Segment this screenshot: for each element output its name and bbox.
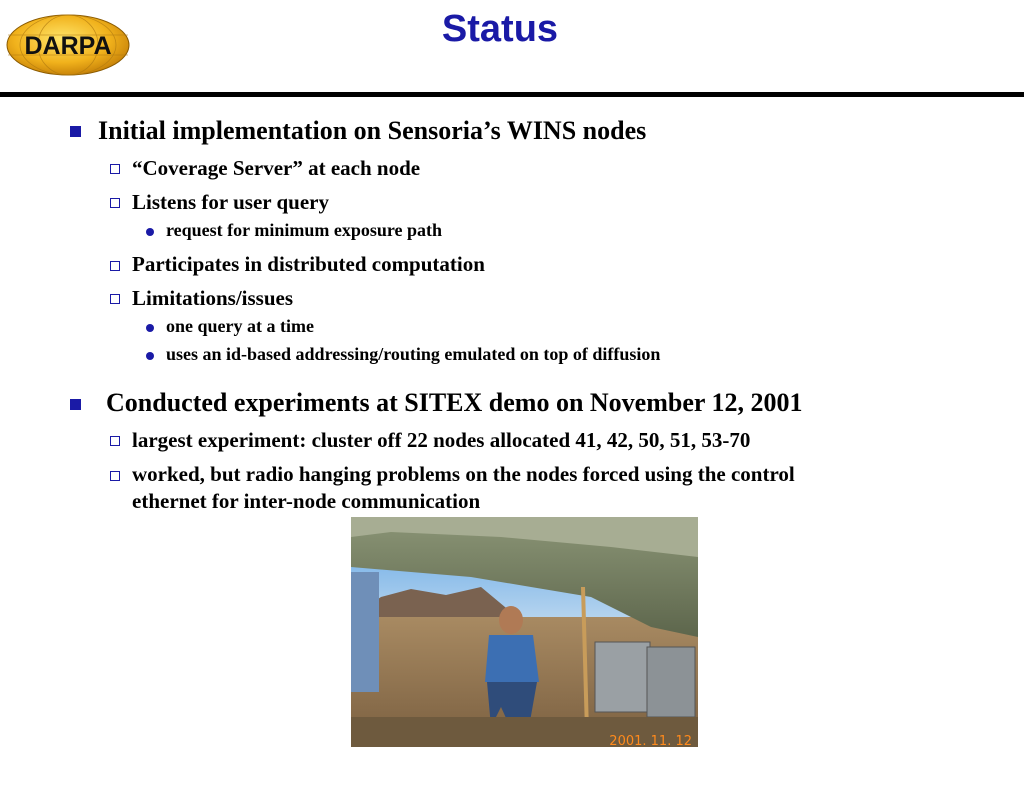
title-rule xyxy=(0,92,1024,97)
sub-bullet-listens: Listens for user query xyxy=(132,190,329,214)
sub-bullet-worked-line2: ethernet for inter-node communication xyxy=(132,489,481,513)
sub-bullet-limitations: Limitations/issues xyxy=(132,286,294,310)
svg-text:DARPA: DARPA xyxy=(24,32,112,60)
square-bullet-icon xyxy=(70,126,81,137)
square-bullet-icon xyxy=(70,399,81,410)
sub-bullet-coverage-server: “Coverage Server” at each node xyxy=(132,156,421,180)
sub-sub-bullet-id-based: uses an id-based addressing/routing emulated on top of diffusion xyxy=(166,344,661,364)
hollow-square-bullet-icon xyxy=(110,164,120,174)
sub-bullet-largest-experiment: largest experiment: cluster off 22 nodes allocated 41, 42, 50, 51, 53-70 xyxy=(132,428,751,452)
hollow-square-bullet-icon xyxy=(110,471,120,481)
hollow-square-bullet-icon xyxy=(110,261,120,271)
hollow-square-bullet-icon xyxy=(110,294,120,304)
bullet-initial-implementation: Initial implementation on Sensoria’s WINS nodes xyxy=(98,116,647,145)
slide-title: Status xyxy=(441,8,559,50)
hollow-square-bullet-icon xyxy=(110,198,120,208)
sub-sub-bullet-one-query: one query at a time xyxy=(166,316,314,336)
photo-date-stamp: 2001. 11. 12 xyxy=(609,734,692,747)
bullet-conducted-experiments: Conducted experiments at SITEX demo on November 12, 2001 xyxy=(106,388,803,417)
photo-illustration xyxy=(351,517,698,747)
sitex-demo-photo xyxy=(351,517,698,747)
dot-bullet-icon xyxy=(146,324,154,332)
dot-bullet-icon xyxy=(146,228,154,236)
sub-sub-bullet-request: request for minimum exposure path xyxy=(166,220,443,240)
sub-bullet-participates: Participates in distributed computation xyxy=(132,252,485,276)
hollow-square-bullet-icon xyxy=(110,436,120,446)
dot-bullet-icon xyxy=(146,352,154,360)
sub-bullet-worked-line1: worked, but radio hanging problems on the nodes forced using the control xyxy=(132,462,795,486)
